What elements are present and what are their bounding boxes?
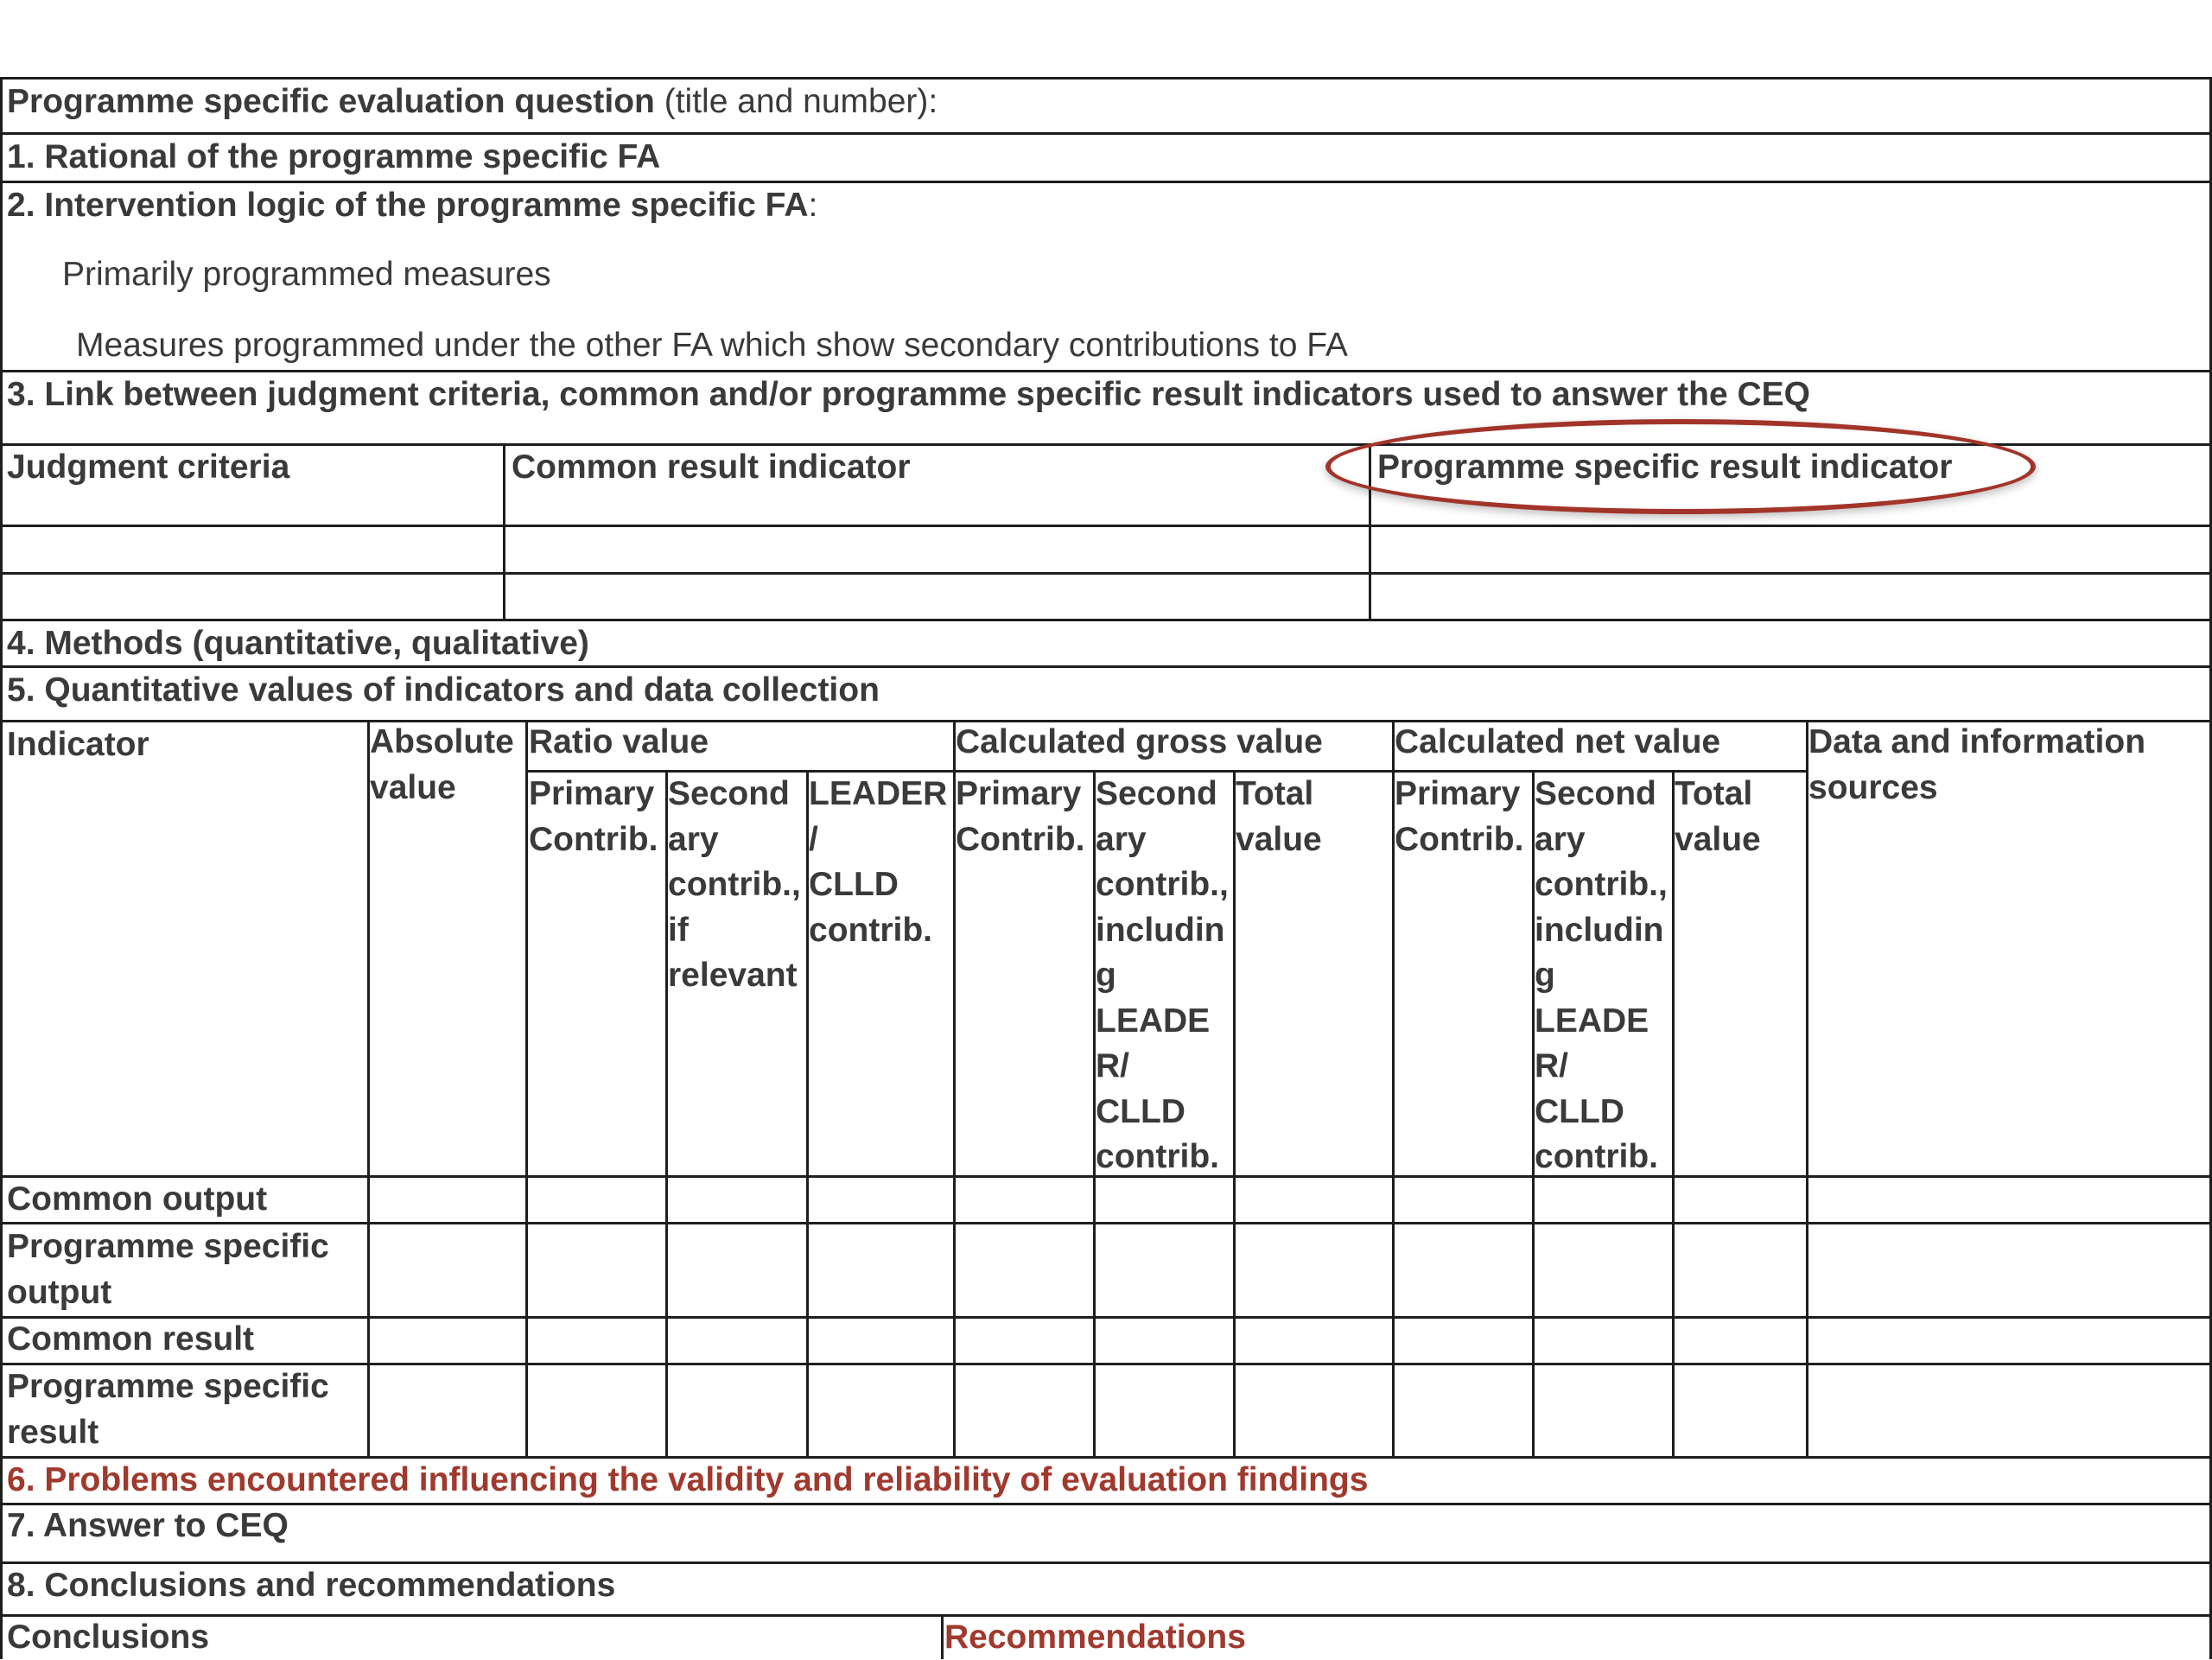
- header-calculated-gross-value: Calculated gross value: [956, 723, 1323, 760]
- highlight-ellipse: [1325, 419, 2036, 514]
- subheader-net-total: Total value: [1675, 775, 1761, 858]
- table-row-label-common-result: Common result: [7, 1320, 255, 1358]
- section-1-title: 1. Rational of the programme specific FA: [7, 138, 661, 175]
- subheader-gross-secondary: Second ary contrib., includin g LEADE R/ CLLD contrib.: [1096, 775, 1229, 1175]
- primary-measures-label: Primarily programmed measures: [62, 256, 551, 293]
- rule: [0, 1363, 2210, 1365]
- rule: [1806, 720, 1808, 1458]
- subheader-net-secondary: Second ary contrib., includin g LEADE R/ CLLD contrib.: [1535, 775, 1668, 1175]
- subheader-ratio-primary: Primary Contrib.: [529, 775, 658, 858]
- recommendations-label: Recommendations: [944, 1619, 1246, 1656]
- rule: [525, 720, 528, 1458]
- header-judgment-criteria: Judgment criteria: [7, 448, 290, 486]
- section-8-title: 8. Conclusions and recommendations: [7, 1567, 616, 1604]
- table-row-label-programme-specific-output: Programme specific output: [7, 1228, 329, 1311]
- section-6-title: 6. Problems encountered influencing the validity and reliability of evaluation findings: [7, 1461, 1369, 1498]
- rule: [941, 1614, 944, 1659]
- subheader-gross-primary: Primary Contrib.: [956, 775, 1085, 858]
- rule: [0, 1222, 2210, 1224]
- header-programme-specific-result-indicator: Programme specific result indicator: [1377, 448, 1953, 486]
- rule: [1233, 770, 1236, 1458]
- header-common-result-indicator: Common result indicator: [512, 448, 911, 486]
- section-2-title: 2. Intervention logic of the programme specific FA:: [7, 187, 818, 224]
- header-data-sources: Data and information sources: [1808, 723, 2146, 806]
- section-7-title: 7. Answer to CEQ: [7, 1507, 289, 1544]
- header-absolute-value: Absolute value: [370, 723, 514, 806]
- rule: [367, 720, 370, 1458]
- section-5-title: 5. Quantitative values of indicators and data collection: [7, 671, 880, 709]
- section-4-title: 4. Methods (quantitative, qualitative): [7, 625, 589, 662]
- rule: [0, 1503, 2210, 1505]
- header-calculated-net-value: Calculated net value: [1395, 723, 1721, 760]
- subheader-ratio-leader: LEADER / CLLD contrib.: [809, 775, 948, 949]
- rule: [503, 443, 505, 620]
- table-row-label-programme-specific-result: Programme specific result: [7, 1368, 329, 1451]
- subheader-ratio-secondary: Second ary contrib., if relevant: [668, 775, 801, 994]
- subheader-gross-total: Total value: [1236, 775, 1322, 858]
- rule: [0, 525, 2210, 527]
- rule: [0, 572, 2210, 575]
- header-indicator: Indicator: [7, 726, 149, 763]
- conclusions-label: Conclusions: [7, 1619, 210, 1656]
- section-3-title: 3. Link between judgment criteria, common and/or programme specific result indicators used to answer the CEQ: [7, 376, 1810, 413]
- subheader-net-primary: Primary Contrib.: [1395, 775, 1524, 858]
- header-ratio-value: Ratio value: [529, 723, 709, 760]
- rule: [1672, 770, 1675, 1458]
- table-row-label-common-output: Common output: [7, 1180, 268, 1218]
- rule: [0, 1316, 2210, 1319]
- rule: [0, 77, 3, 1659]
- evaluation-question-title: Programme specific evaluation question (title and number):: [7, 83, 938, 120]
- secondary-measures-label: Measures programmed under the other FA which show secondary contributions to FA: [76, 327, 1348, 364]
